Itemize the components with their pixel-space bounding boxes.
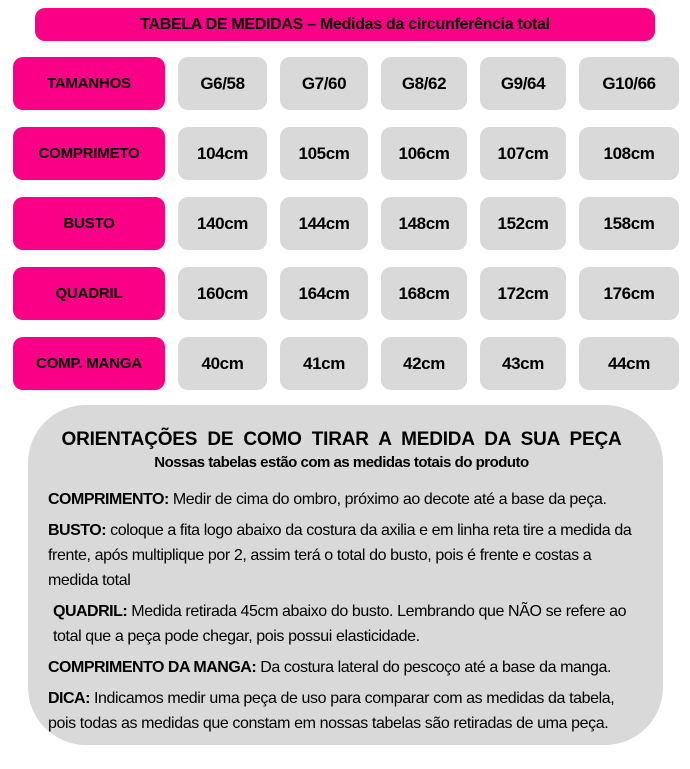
row-label-quadril: QUADRIL bbox=[13, 267, 165, 320]
instructions-heading: ORIENTAÇÕES DE COMO TIRAR A MEDIDA DA SUA PEÇA bbox=[61, 429, 622, 450]
size-value-cell: 152cm bbox=[480, 197, 566, 250]
instruction-comprimento-manga-label: COMPRIMENTO DA MANGA: bbox=[48, 659, 257, 676]
row-label-comp-manga: COMP. MANGA bbox=[13, 337, 165, 390]
row-label-busto: BUSTO bbox=[13, 197, 165, 250]
size-table bbox=[0, 57, 690, 390]
size-value-cell: G9/64 bbox=[480, 57, 566, 110]
instruction-busto-label: BUSTO: bbox=[48, 522, 107, 539]
instruction-comprimento-manga-text: Da costura lateral do pescoço até a base da manga. bbox=[256, 659, 612, 676]
instruction-quadril bbox=[48, 599, 635, 649]
size-value-cell: 40cm bbox=[178, 337, 267, 390]
size-value-cell: G10/66 bbox=[579, 57, 679, 110]
size-value-cell: 105cm bbox=[280, 127, 368, 180]
instructions-subheading: Nossas tabelas estão com as medidas totais do produto bbox=[154, 454, 529, 471]
size-value-cell: G6/58 bbox=[178, 57, 267, 110]
size-value-cell: 160cm bbox=[178, 267, 267, 320]
size-chart-title: TABELA DE MEDIDAS – Medidas da circunferência total bbox=[140, 15, 550, 33]
size-value-cell: 172cm bbox=[480, 267, 566, 320]
size-value-cell: 176cm bbox=[579, 267, 679, 320]
size-value-cell: 104cm bbox=[178, 127, 267, 180]
measurement-instructions-box bbox=[28, 405, 663, 745]
instruction-dica-text: Indicamos medir uma peça de uso para comparar com as medidas da tabela, pois todas as medidas que constam em nossas tabelas são retiradas de uma peça. bbox=[48, 690, 615, 732]
instruction-busto bbox=[48, 518, 635, 593]
instruction-dica bbox=[48, 686, 635, 736]
row-label-tamanhos: TAMANHOS bbox=[13, 57, 165, 110]
size-value-cell: 108cm bbox=[579, 127, 679, 180]
instruction-quadril-text: Medida retirada 45cm abaixo do busto. Lembrando que NÃO se refere ao total que a peça pode chegar, pois possui elasticidade. bbox=[53, 603, 627, 645]
size-value-cell: 42cm bbox=[381, 337, 467, 390]
size-value-cell: 43cm bbox=[480, 337, 566, 390]
instructions-body bbox=[48, 487, 635, 736]
instruction-comprimento-manga bbox=[48, 655, 635, 680]
instruction-dica-label: DICA: bbox=[48, 690, 90, 707]
instruction-busto-text: coloque a fita logo abaixo da costura da axilia e em linha reta tire a medida da frente, após multiplique por 2, assim terá o total do busto, pois é frente e costas a medida total bbox=[48, 522, 632, 589]
size-value-cell: 41cm bbox=[280, 337, 368, 390]
size-value-cell: G7/60 bbox=[280, 57, 368, 110]
size-value-cell: 148cm bbox=[381, 197, 467, 250]
size-value-cell: 140cm bbox=[178, 197, 267, 250]
size-value-cell: G8/62 bbox=[381, 57, 467, 110]
instruction-comprimento-label: COMPRIMENTO: bbox=[48, 491, 169, 508]
size-value-cell: 44cm bbox=[579, 337, 679, 390]
size-value-cell: 158cm bbox=[579, 197, 679, 250]
row-label-comprimeto: COMPRIMETO bbox=[13, 127, 165, 180]
size-chart-title-bar bbox=[35, 8, 655, 41]
size-value-cell: 106cm bbox=[381, 127, 467, 180]
instruction-comprimento bbox=[48, 487, 635, 512]
instruction-quadril-label: QUADRIL: bbox=[53, 603, 128, 620]
size-value-cell: 168cm bbox=[381, 267, 467, 320]
size-value-cell: 144cm bbox=[280, 197, 368, 250]
size-value-cell: 164cm bbox=[280, 267, 368, 320]
instruction-comprimento-text: Medir de cima do ombro, próximo ao decote até a base da peça. bbox=[168, 491, 607, 508]
size-value-cell: 107cm bbox=[480, 127, 566, 180]
